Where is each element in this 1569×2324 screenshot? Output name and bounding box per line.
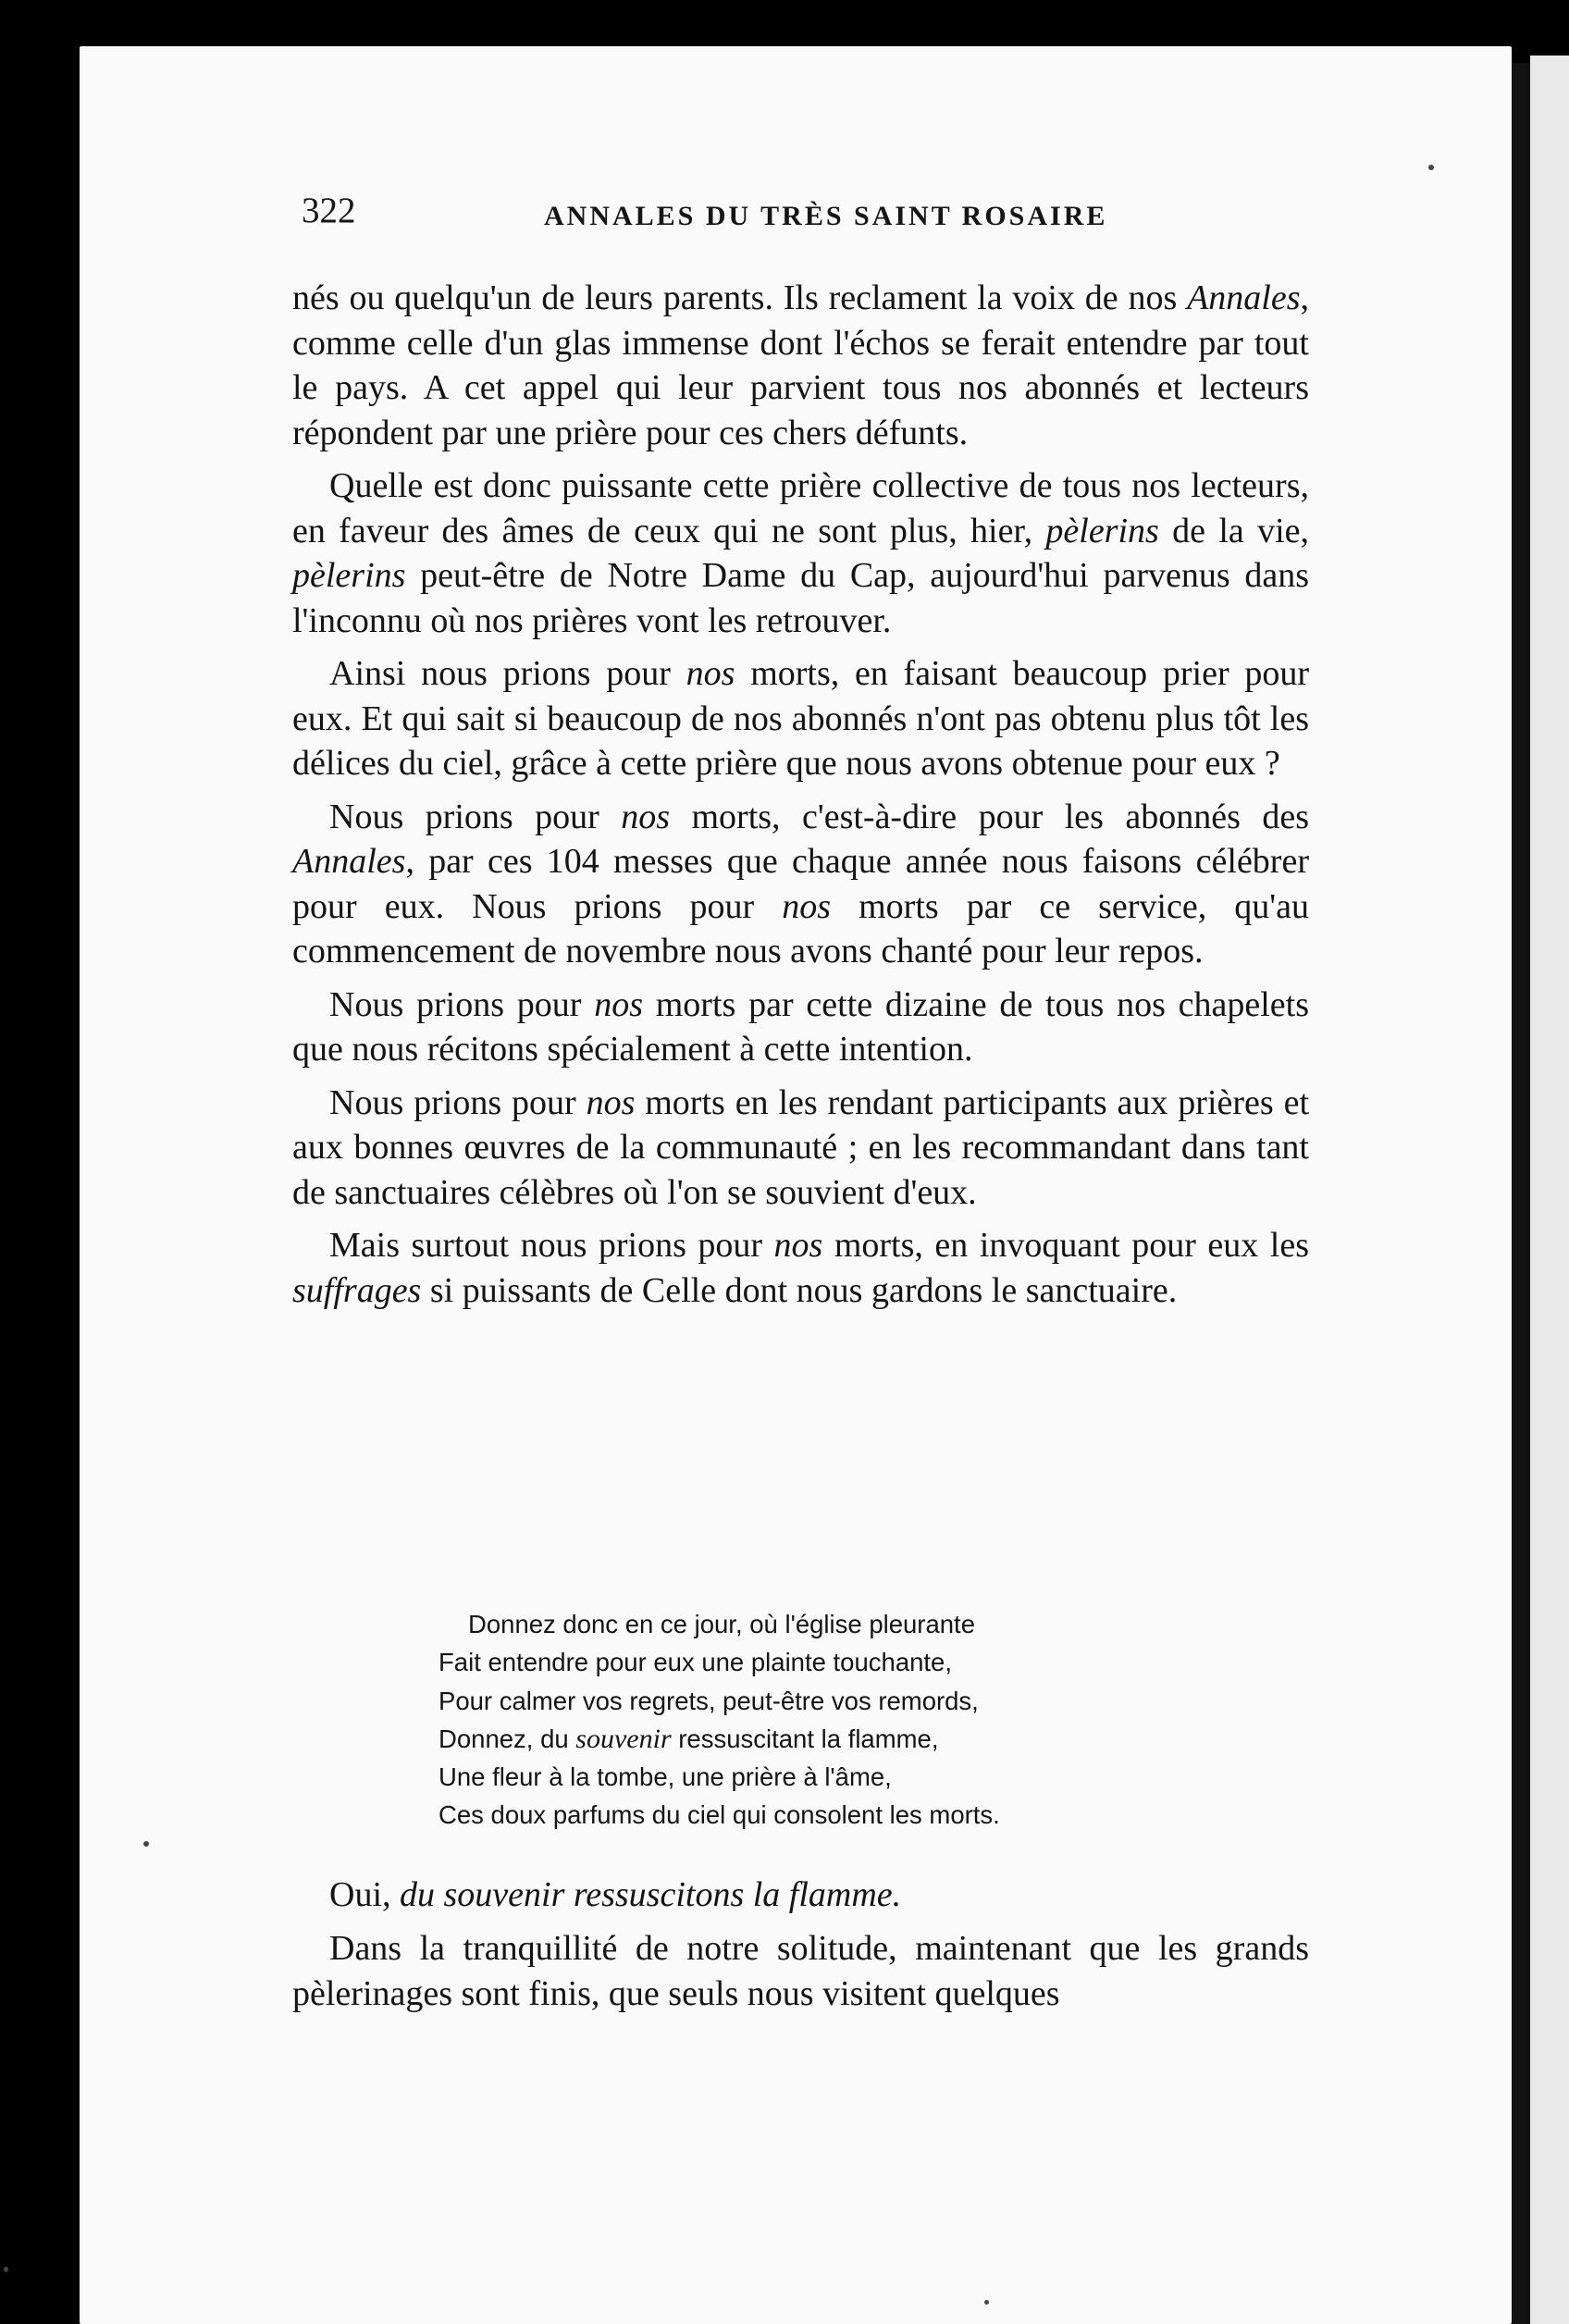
paragraph-4: Nous prions pour nos morts, c'est-à-dire pour les abonnés des Annales, par ces 104 messes que chaque année nous faisons célébrer pour eux. Nous prions pour nos morts par ce service, qu'au commencement de novembre nous avons chanté pour leur repos. (292, 797, 1310, 970)
page-number: 322 (302, 191, 356, 230)
speck (984, 2300, 989, 2305)
body-text (292, 276, 1309, 1321)
speck (1428, 165, 1434, 170)
paragraph-3: Ainsi nous prions pour nos morts, en faisant beaucoup prier pour eux. Et qui sait si beaucoup de nos abonnés n'ont pas obtenu plus tôt les délices du ciel, grâce à cette prière que nous avons obtenue pour eux ? (292, 654, 1309, 783)
poem-quote (439, 1605, 1142, 1835)
paragraph-1: nés ou quelqu'un de leurs parents. Ils reclament la voix de nos Annales, comme celle d'un glas immense dont l'échos se ferait entendre par tout le pays. A cet appel qui leur parvient tous nos abonnés et lecteurs répondent par une prière pour ces chers défunts. (292, 278, 1309, 452)
speck (143, 1841, 149, 1847)
poem-line: Fait entendre pour eux une plainte touchante, (439, 1648, 952, 1677)
binding-shadow (1512, 63, 1530, 2324)
closing-paragraph: Dans la tranquillité de notre solitude, maintenant que les grands pèlerinages sont finis, que seuls nous visitent quelques (292, 1929, 1309, 2013)
paragraph-7: Mais surtout nous prions pour nos morts, en invoquant pour eux les suffrages si puissants de Celle dont nous gardons le sanctuaire. (292, 1226, 1309, 1310)
paragraph-2: Quelle est donc puissante cette prière collective de tous nos lecteurs, en faveur des âmes de ceux qui ne sont plus, hier, pèlerins de la vie, pèlerins peut-être de Notre Dame du Cap, aujourd'hui parvenus dans l'inconnu où nos prières vont les retrouver. (292, 466, 1309, 640)
poem-line: Pour calmer vos regrets, peut-être vos remords, (439, 1686, 979, 1715)
page-header (302, 190, 1125, 241)
running-title: ANNALES DU TRÈS SAINT ROSAIRE (544, 201, 1108, 231)
speck (4, 2267, 8, 2272)
adjacent-page-edge (1530, 56, 1569, 2324)
poem-line: Une fleur à la tombe, une prière à l'âme, (439, 1762, 892, 1792)
paragraph-5: Nous prions pour nos morts par cette dizaine de tous nos chapelets que nous récitons spécialement à cette intention. (292, 984, 1309, 1069)
oui-line: Oui, du souvenir ressuscitons la flamme. (329, 1875, 902, 1914)
poem-line: Ces doux parfums du ciel qui consolent les morts. (439, 1800, 1000, 1830)
poem-line: Donnez donc en ce jour, où l'église pleurante (468, 1610, 975, 1638)
paragraph-6: Nous prions pour nos morts en les rendant participants aux prières et aux bonnes œuvres de la communauté ; en les recommandant dans tant de sanctuaires célèbres où l'on se souvient d'eux. (292, 1082, 1310, 1212)
poem-line: Donnez, du souvenir ressuscitant la flamme, (439, 1723, 939, 1754)
